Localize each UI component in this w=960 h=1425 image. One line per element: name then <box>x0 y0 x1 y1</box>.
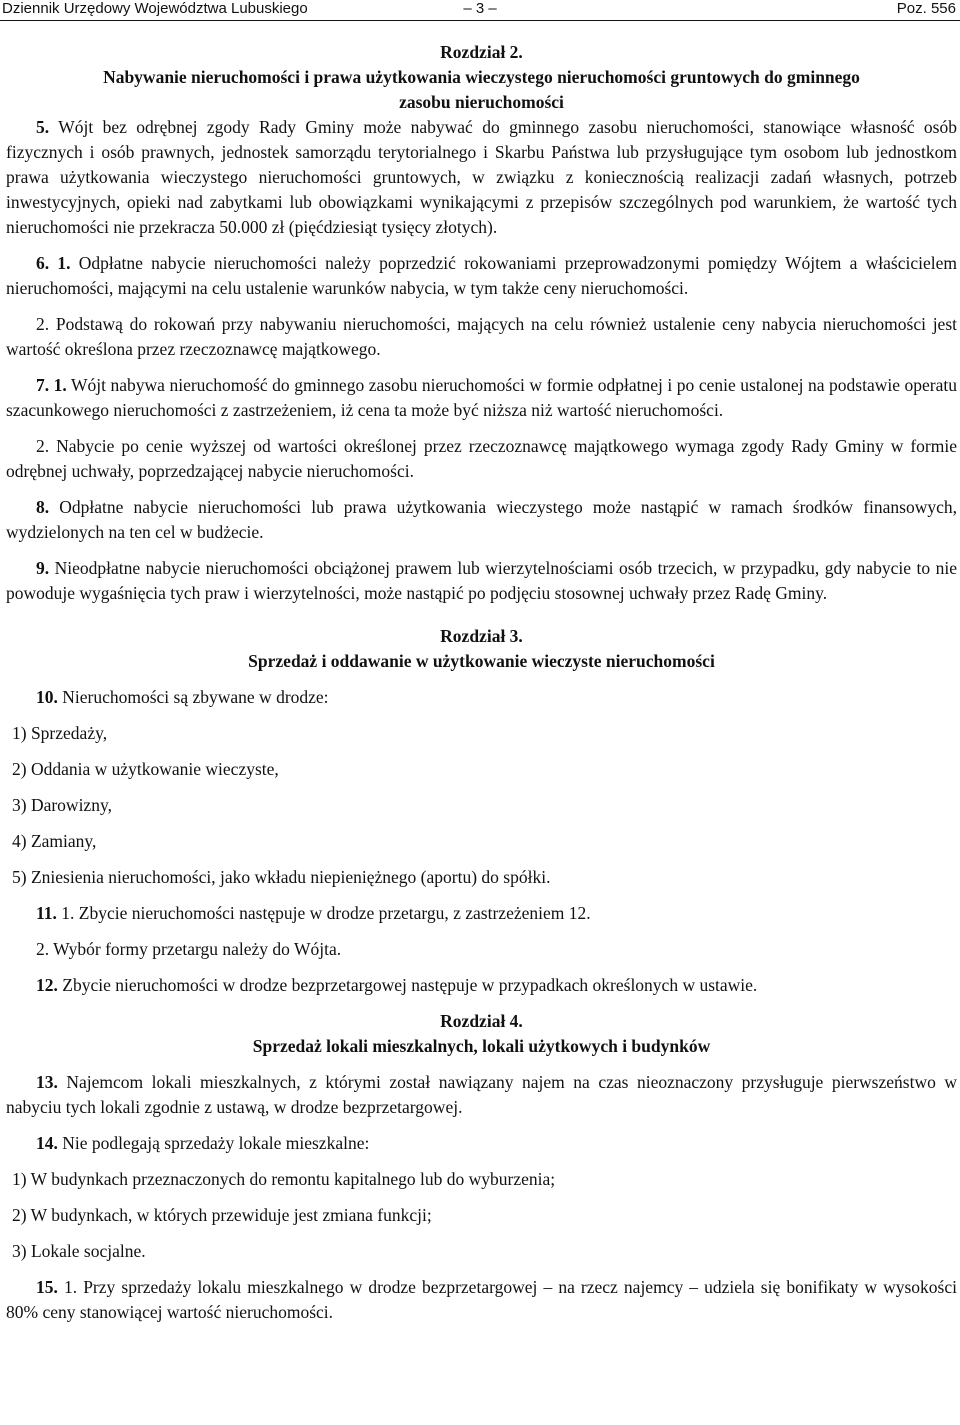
list-item: 2) Oddania w użytkowanie wieczyste, <box>12 759 279 779</box>
chapter-2-label: Rozdział 2. <box>440 42 523 62</box>
paragraph-6-1-text: Odpłatne nabycie nieruchomości należy poprzedzić rokowaniami przeprowadzonymi pomiędzy Wójtem a właścicielem nieruchomości, mającymi na celu ustalenie warunków nabycia, w tym także ceny nieruchomości. <box>6 253 958 298</box>
paragraph-10-number: 10. <box>36 687 58 707</box>
chapter-4-label: Rozdział 4. <box>440 1011 523 1031</box>
paragraph-12-number: 12. <box>36 975 58 995</box>
document-body <box>6 40 957 1325</box>
paragraph-11-2: 2. Wybór formy przetargu należy do Wójta. <box>36 939 342 959</box>
chapter-4-title: Sprzedaż lokali mieszkalnych, lokali użytkowych i budynków <box>252 1036 711 1056</box>
list-item: 3) Darowizny, <box>12 795 112 815</box>
paragraph-8 <box>6 495 957 545</box>
paragraph-11-1 <box>6 901 957 926</box>
paragraph-5 <box>6 115 957 240</box>
list-item: 2) W budynkach, w których przewiduje jest zmiana funkcji; <box>12 1205 432 1225</box>
journal-title: Dziennik Urzędowy Województwa Lubuskiego <box>2 0 308 17</box>
paragraph-11-number: 11. <box>36 903 57 923</box>
paragraph-8-number: 8. <box>36 497 50 517</box>
list-item: 1) Sprzedaży, <box>12 723 108 743</box>
paragraph-9-number: 9. <box>36 558 50 578</box>
chapter-2-title-line2: zasobu nieruchomości <box>399 92 564 112</box>
paragraph-13 <box>6 1070 957 1120</box>
paragraph-9-text: Nieodpłatne nabycie nieruchomości obciążonej prawem lub wierzytelnościami osób trzecich, w przypadku, gdy nabycie to nie powoduje wygaśnięcia tych praw i wierzytelności, może nastąpić po podjęciu stosownej uchwały przez Radę Gminy. <box>6 558 957 603</box>
paragraph-8-text: Odpłatne nabycie nieruchomości lub prawa użytkowania wieczystego może nastąpić w ramach środków finansowych, wydzielonych na ten cel w budżecie. <box>6 497 957 542</box>
chapter-3-label: Rozdział 3. <box>440 626 523 646</box>
paragraph-9 <box>6 556 957 606</box>
paragraph-14-text: Nie podlegają sprzedaży lokale mieszkalne: <box>57 1133 370 1153</box>
paragraph-15-1 <box>6 1275 957 1325</box>
paragraph-7-number: 7. 1. <box>36 375 67 395</box>
paragraph-14 <box>6 1131 957 1156</box>
list-item: 1) W budynkach przeznaczonych do remontu kapitalnego lub do wyburzenia; <box>12 1169 556 1189</box>
header-rule <box>0 20 960 21</box>
position-number: Poz. 556 <box>896 0 956 17</box>
paragraph-14-number: 14. <box>36 1133 58 1153</box>
chapter-3-title: Sprzedaż i oddawanie w użytkowanie wieczyste nieruchomości <box>248 651 715 671</box>
paragraph-10 <box>6 685 957 710</box>
paragraph-7-2: 2. Nabycie po cenie wyższej od wartości określonej przez rzeczoznawcę majątkowego wymaga zgody Rady Gminy w formie odrębnej uchwały, poprzedzającej nabycie nieruchomości. <box>6 436 957 481</box>
page-number: – 3 – <box>463 0 497 17</box>
paragraph-7-1-text: Wójt nabywa nieruchomość do gminnego zasobu nieruchomości w formie odpłatnej i po cenie ustalonej na podstawie operatu szacunkowego nieruchomości z zastrzeżeniem, iż cena ta może być niższa niż wartość nieruchomości. <box>6 375 957 420</box>
paragraph-6-1 <box>6 251 957 301</box>
paragraph-5-number: 5. <box>36 117 50 137</box>
list-item: 5) Zniesienia nieruchomości, jako wkładu niepieniężnego (aportu) do spółki. <box>12 867 551 887</box>
paragraph-15-1-text: 1. Przy sprzedaży lokalu mieszkalnego w drodze bezprzetargowej – na rzecz najemcy – udziela się bonifikaty w wysokości 80% ceny stanowiącej wartość nieruchomości. <box>6 1277 957 1322</box>
page-header <box>0 0 960 22</box>
paragraph-6-2: 2. Podstawą do rokowań przy nabywaniu nieruchomości, mających na celu również ustalenie ceny nabycia nieruchomości jest wartość określona przez rzeczoznawcę majątkowego. <box>6 314 957 359</box>
paragraph-12-text: Zbycie nieruchomości w drodze bezprzetargowej następuje w przypadkach określonych w ustawie. <box>57 975 758 995</box>
paragraph-15-number: 15. <box>36 1277 58 1297</box>
list-item: 4) Zamiany, <box>12 831 97 851</box>
paragraph-11-1-text: 1. Zbycie nieruchomości następuje w drodze przetargu, z zastrzeżeniem 12. <box>56 903 591 923</box>
paragraph-10-text: Nieruchomości są zbywane w drodze: <box>57 687 329 707</box>
paragraph-6-number: 6. 1. <box>36 253 71 273</box>
list-item: 3) Lokale socjalne. <box>12 1241 146 1261</box>
paragraph-5-text: Wójt bez odrębnej zgody Rady Gminy może nabywać do gminnego zasobu nieruchomości, stanowiące własność osób fizycznych i osób prawnych, jednostek samorządu terytorialnego i Skarbu Państwa lub przysługujące tym osobom lub jednostkom prawa użytkowania wieczystego nieruchomości gruntowych, w związku z koniecznością realizacji zadań własnych, potrzeb inwestycyjnych, opieki nad zabytkami lub obowiązkami wynikającymi z przepisów szczególnych pod warunkiem, że wartość tych nieruchomości nie przekracza 50.000 zł (pięćdziesiąt tysięcy złotych). <box>6 117 957 237</box>
paragraph-7-1 <box>6 373 957 423</box>
chapter-2-title-line1: Nabywanie nieruchomości i prawa użytkowania wieczystego nieruchomości gruntowych do gminnego <box>103 67 860 87</box>
paragraph-13-number: 13. <box>36 1072 58 1092</box>
paragraph-12 <box>6 973 957 998</box>
paragraph-13-text: Najemcom lokali mieszkalnych, z którymi został nawiązany najem na czas nieoznaczony przysługuje pierwszeństwo w nabyciu tych lokali zgodnie z ustawą, w drodze bezprzetargowej. <box>6 1072 957 1117</box>
